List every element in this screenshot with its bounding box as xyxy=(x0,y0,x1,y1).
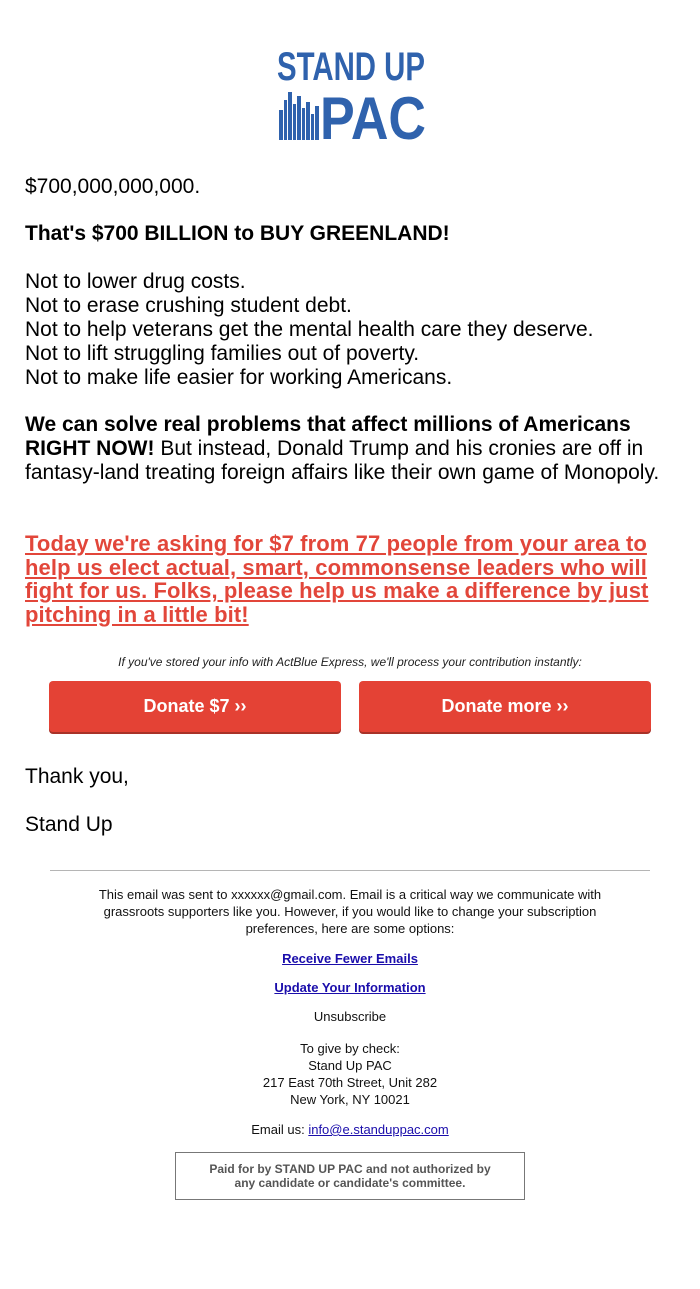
bold-lead: We can solve real problems that affect millions of Americans RIGHT NOW! xyxy=(25,413,631,460)
check-street: 217 East 70th Street, Unit 282 xyxy=(262,1075,438,1090)
email-us-line xyxy=(70,1121,630,1138)
skyline-icon xyxy=(279,92,319,140)
email-us-label: Email us: xyxy=(251,1122,309,1137)
stand-up-pac-logo xyxy=(275,42,427,152)
appeal-link[interactable]: Today we're asking for $7 from 77 people from your area to help us elect actual, smart, commonsense leaders who will fight for us. Folks, please help us make a difference by just pitching in a little bit! xyxy=(25,531,649,627)
logo-line2: PAC xyxy=(320,85,426,152)
footer-link-row xyxy=(70,979,630,996)
headline: That's $700 BILLION to BUY GREENLAND! xyxy=(25,222,450,245)
amount-line: $700,000,000,000. xyxy=(25,175,201,198)
disclaimer-line2: any candidate or candidate's committee. xyxy=(234,1176,466,1190)
footer-notice: This email was sent to xxxxxx@gmail.com. Email is a critical way we communicate with grassroots supporters like you. However, if you would like to change your subscription preferences, here are some options: xyxy=(98,887,602,936)
footer-divider xyxy=(50,870,650,871)
check-city: New York, NY 10021 xyxy=(290,1092,410,1107)
not-list-item: Not to make life easier for working Americans. xyxy=(25,366,453,389)
paragraph-rest: But instead, Donald Trump and his cronies are off in fantasy-land treating foreign affairs like their own game of Monopoly. xyxy=(25,437,660,484)
problem-paragraph xyxy=(25,413,685,485)
donate-more-button[interactable]: Donate more ›› xyxy=(359,681,651,732)
not-list xyxy=(25,270,685,390)
check-address xyxy=(70,1040,630,1108)
not-list-item: Not to lower drug costs. xyxy=(25,270,246,293)
unsubscribe-link[interactable]: Unsubscribe xyxy=(313,1009,387,1024)
closing: Thank you, xyxy=(25,765,129,788)
not-list-item: Not to lift struggling families out of poverty. xyxy=(25,342,420,365)
update-information-link[interactable]: Update Your Information xyxy=(274,980,426,995)
logo-graphic xyxy=(275,42,427,152)
not-list-item: Not to erase crushing student debt. xyxy=(25,294,352,317)
signature: Stand Up xyxy=(25,813,113,836)
logo-line1: STAND UP xyxy=(277,45,425,89)
receive-fewer-emails-link[interactable]: Receive Fewer Emails xyxy=(282,951,418,966)
paid-for-disclaimer xyxy=(175,1152,525,1200)
disclaimer-line1: Paid for by STAND UP PAC and not authorized by xyxy=(209,1162,491,1176)
not-list-item: Not to help veterans get the mental health care they deserve. xyxy=(25,318,594,341)
footer-link-row xyxy=(70,950,630,967)
check-name: Stand Up PAC xyxy=(308,1058,392,1073)
donate-7-button[interactable]: Donate $7 ›› xyxy=(49,681,341,732)
actblue-express-note: If you've stored your info with ActBlue Express, we'll process your contribution instantly: xyxy=(118,655,582,669)
check-label: To give by check: xyxy=(300,1041,400,1056)
email-address-link[interactable]: info@e.standuppac.com xyxy=(308,1122,449,1137)
